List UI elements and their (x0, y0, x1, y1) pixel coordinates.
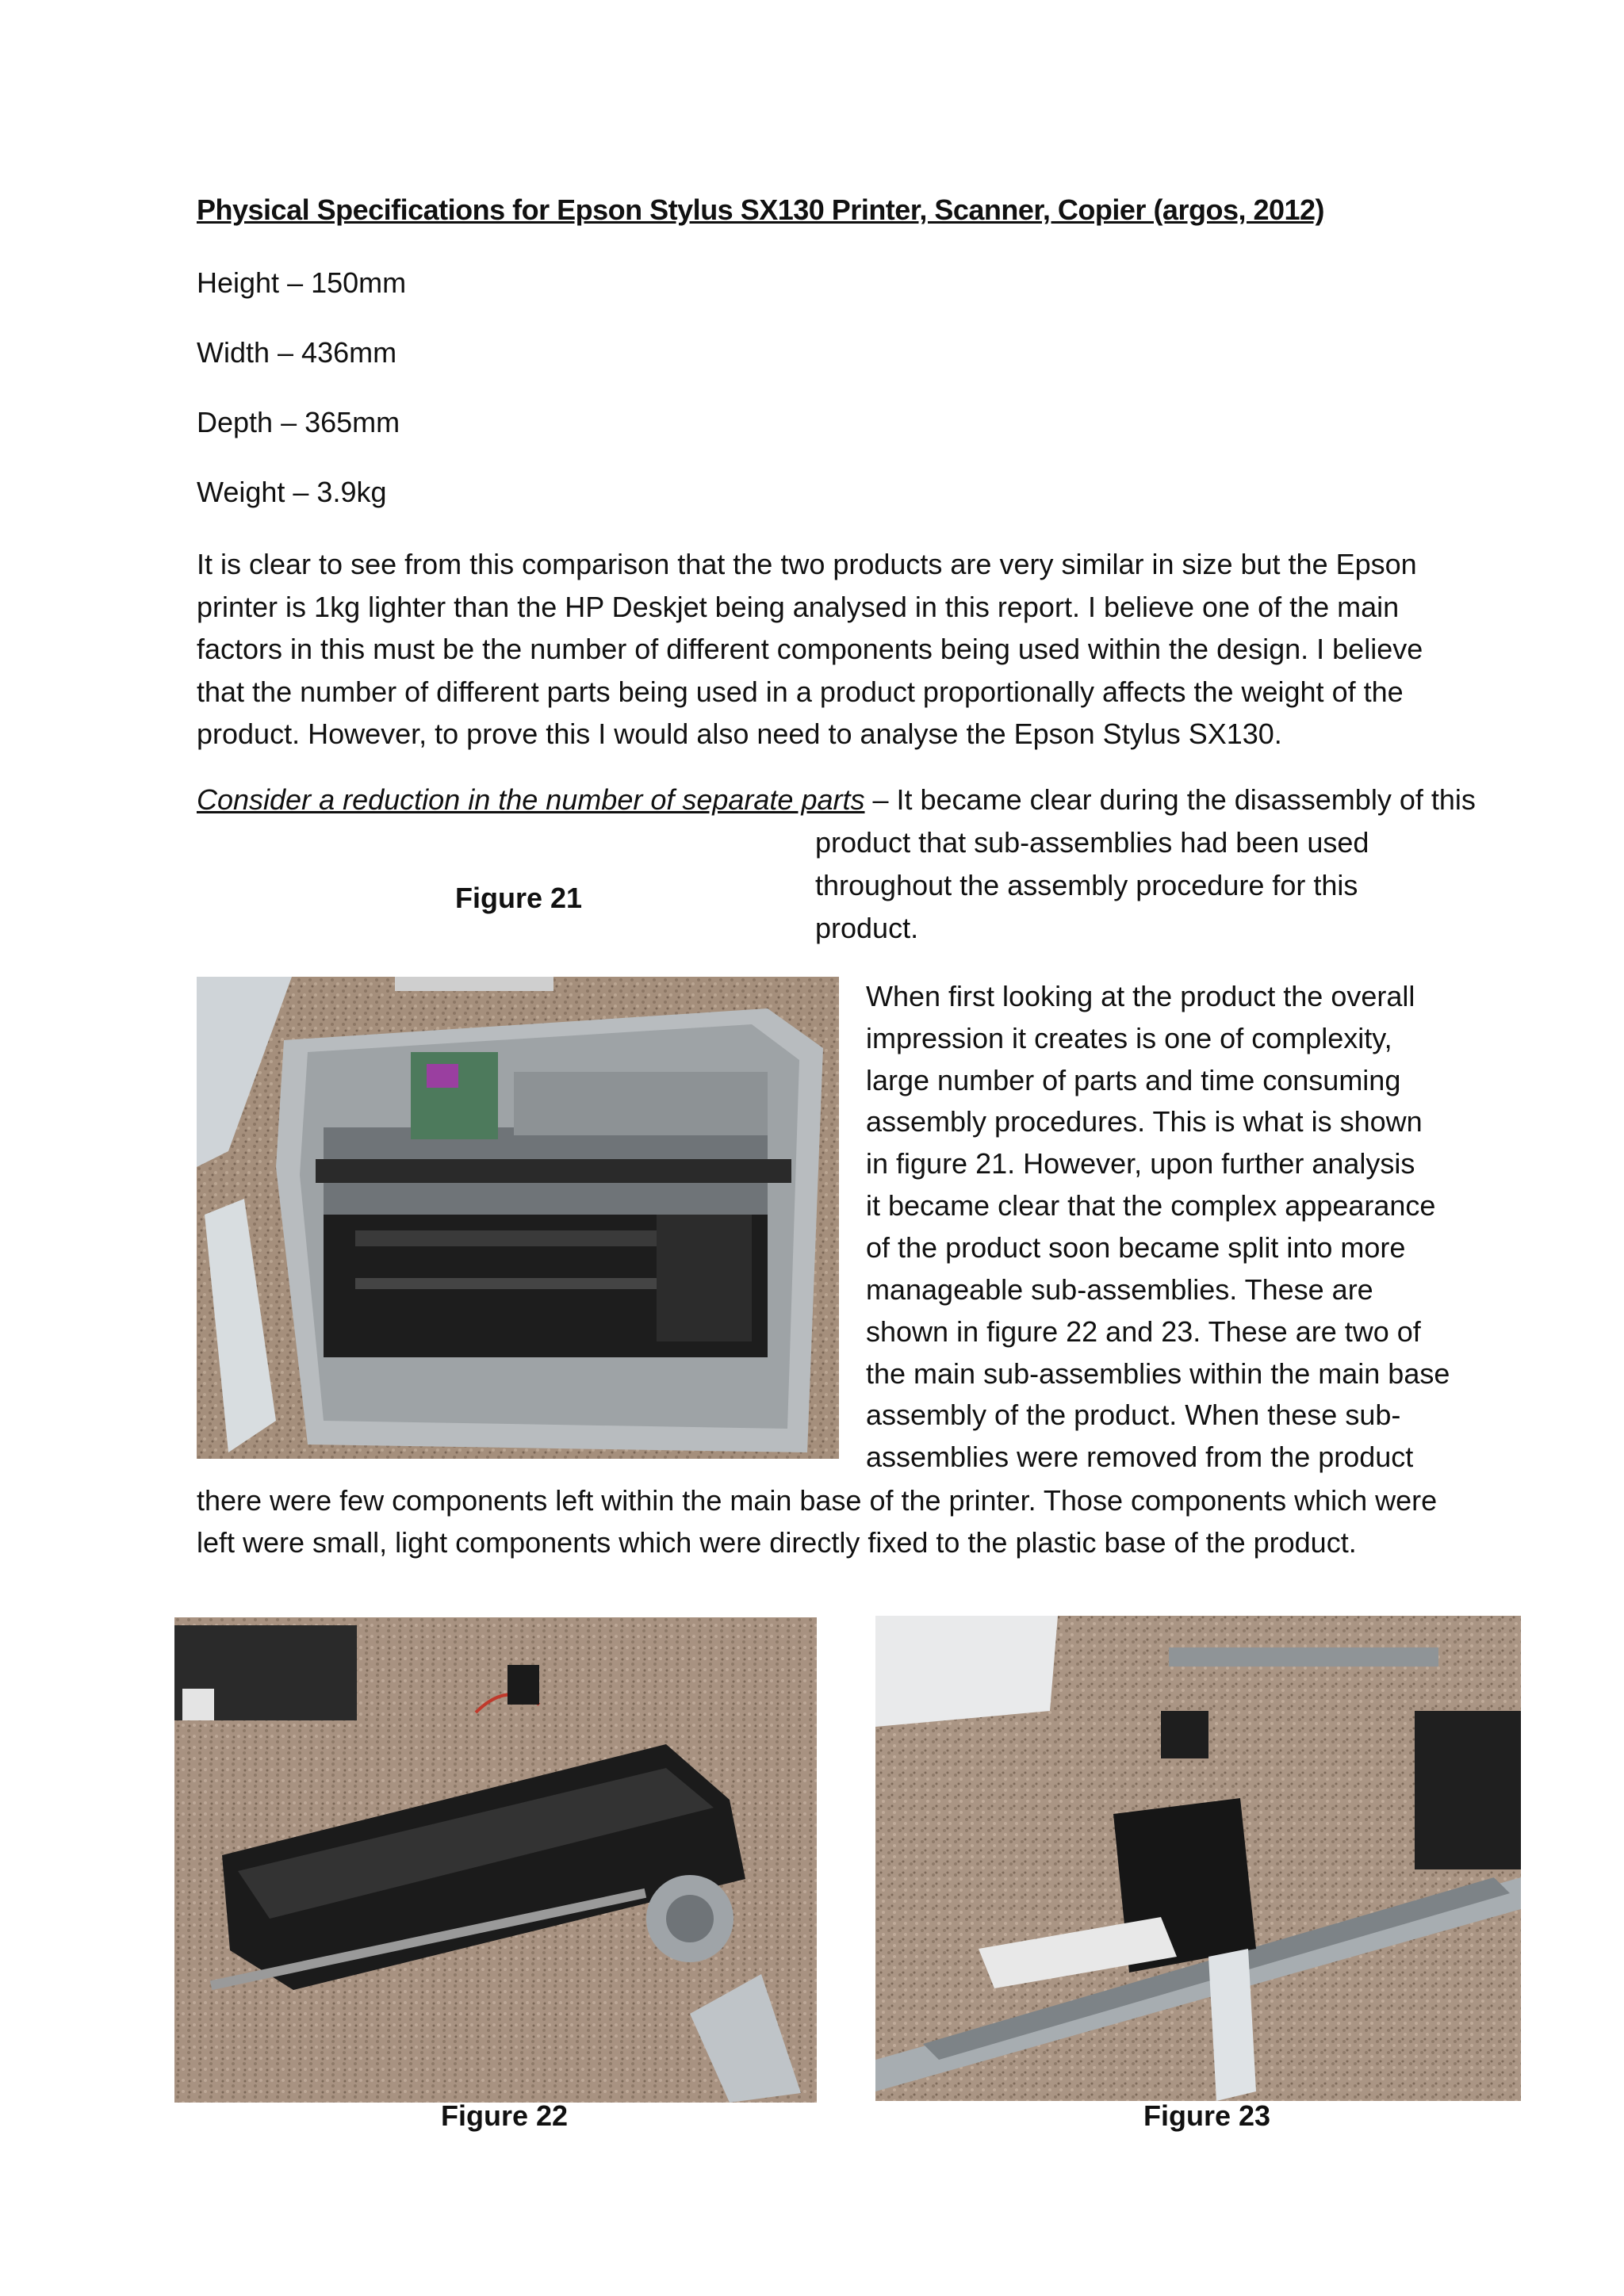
paragraph-line: printer is 1kg lighter than the HP Deskjet being analysed in this report. I believe one of the main (197, 590, 1400, 623)
spec-height: Height – 150mm (197, 266, 407, 299)
printer-base-illustration (197, 977, 839, 1459)
wrap-line: large number of parts and time consuming (866, 1064, 1401, 1096)
carriage-subassembly-illustration (875, 1616, 1521, 2101)
spec-weight: Weight – 3.9kg (197, 476, 387, 508)
paragraph-line: factors in this must be the number of different components being used within the design. I believe (197, 633, 1423, 665)
wrap-line: in figure 21. However, upon further analysis (866, 1147, 1415, 1180)
wrap-line: When first looking at the product the overall (866, 980, 1415, 1012)
spec-depth: Depth – 365mm (197, 406, 400, 438)
comparison-paragraph (197, 543, 1434, 756)
wrap-line: of the product soon became split into more (866, 1231, 1406, 1264)
wrap-line: assembly procedures. This is what is shown (866, 1105, 1423, 1138)
figure-22-photo (174, 1617, 817, 2103)
paragraph-line: product. However, to prove this I would also need to analyse the Epson Stylus SX130. (197, 718, 1282, 750)
figure-23-caption: Figure 23 (1143, 2099, 1271, 2132)
section-line: throughout the assembly procedure for this (815, 869, 1358, 901)
wrap-line: the main sub-assemblies within the main base (866, 1357, 1450, 1390)
figure-22-caption: Figure 22 (441, 2099, 569, 2132)
wrap-line: impression it creates is one of complexity, (866, 1022, 1392, 1054)
figure-21-photo (197, 977, 839, 1459)
figure-21-caption: Figure 21 (455, 882, 583, 914)
paper-feed-subassembly-illustration (174, 1617, 817, 2103)
wrap-line: it became clear that the complex appearance (866, 1189, 1436, 1222)
paragraph-line: It is clear to see from this comparison that the two products are very similar in size but the Epson (197, 548, 1417, 580)
section-line: product that sub-assemblies had been used (815, 826, 1369, 859)
section-title: Consider a reduction in the number of separate parts (197, 783, 865, 816)
full-line: left were small, light components which were directly fixed to the plastic base of the product. (197, 1526, 1357, 1559)
spec-width: Width – 436mm (197, 336, 397, 369)
wrap-line: manageable sub-assemblies. These are (866, 1273, 1373, 1306)
section-intro-rest: – It became clear during the disassembly of this (864, 783, 1476, 816)
section-intro-line (197, 779, 1476, 821)
figure-23-photo (875, 1616, 1521, 2101)
wrap-line: assemblies were removed from the product (866, 1441, 1414, 1473)
document-heading: Physical Specifications for Epson Stylus SX130 Printer, Scanner, Copier (argos, 2012) (197, 193, 1325, 226)
wrap-line: assembly of the product. When these sub- (866, 1399, 1401, 1431)
full-line: there were few components left within the main base of the printer. Those components which were (197, 1484, 1438, 1517)
paragraph-line: that the number of different parts being used in a product proportionally affects the weight of the (197, 675, 1404, 708)
section-line: product. (815, 912, 919, 944)
wrap-line: shown in figure 22 and 23. These are two of (866, 1315, 1421, 1348)
